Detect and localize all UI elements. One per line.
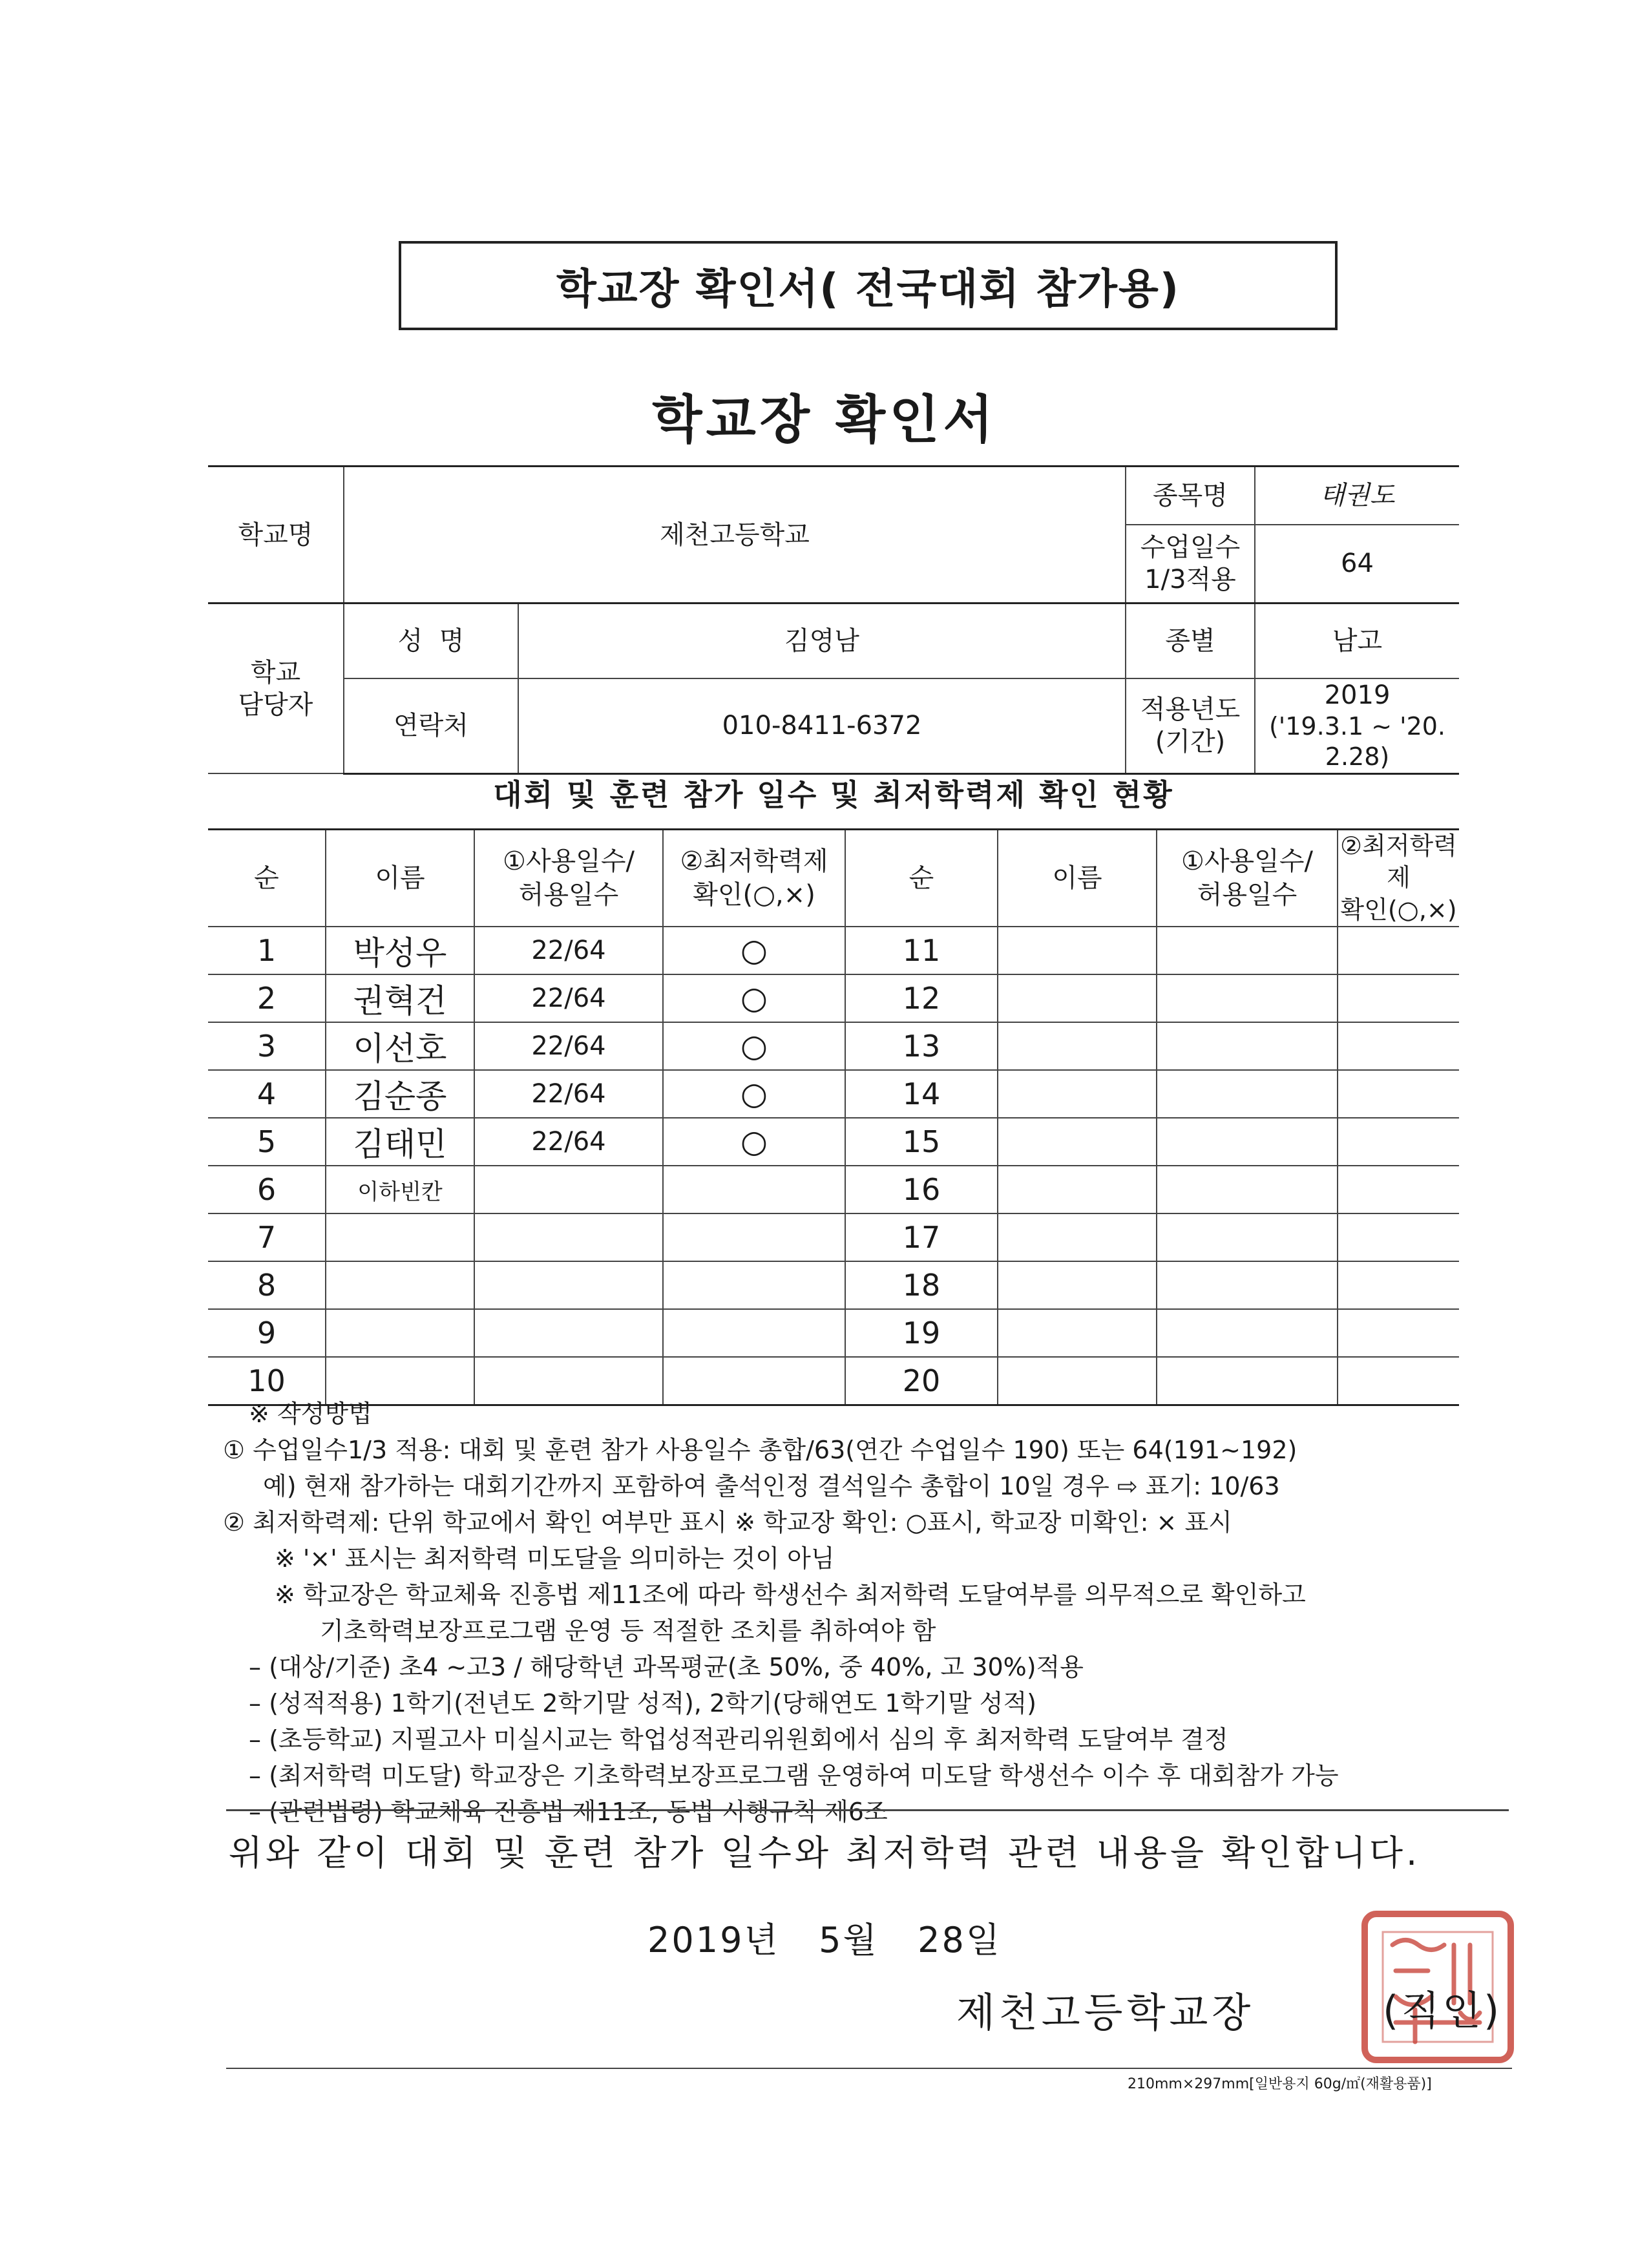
contact-label: 연락처 [344,678,518,774]
participant-check [663,1166,845,1213]
participant-name: 김순종 [326,1070,474,1118]
instructions-block [223,1396,1515,1830]
empty-cell [1157,1261,1338,1309]
document-date: 2019년 5월 28일 [647,1920,1002,1960]
participant-check [663,1213,845,1261]
empty-cell [1338,1309,1459,1357]
instruction-item: – (대상/기준) 초4 ~고3 / 해당학년 과목평균(초 50%, 중 40%, 고 30%)적용 [249,1653,1084,1681]
row-number: 18 [845,1261,998,1309]
header-box-text: 학교장 확인서( 전국대회 참가용) [556,266,1181,313]
row-number: 16 [845,1166,998,1213]
manager-label-line1: 학교 [250,657,301,688]
table-row [208,1022,1459,1070]
school-days-label-line1: 수업일수 [1140,532,1241,563]
row-number: 12 [845,974,998,1022]
empty-cell [998,1166,1157,1213]
participant-days [474,1309,663,1357]
empty-cell [998,927,1157,974]
participant-check [663,1309,845,1357]
contact-value: 010-8411-6372 [518,678,1126,774]
empty-cell [1338,1213,1459,1261]
instructions-heading: ※ 작성방법 [249,1400,372,1428]
header-order-right: 순 [845,830,998,927]
instruction-item: ※ 학교장은 학교체육 진흥법 제11조에 따라 학생선수 최저학력 도달여부를 의무적으로 확인하고 [275,1580,1306,1609]
row-number: 19 [845,1309,998,1357]
empty-cell [998,974,1157,1022]
participant-name: 박성우 [326,927,474,974]
participant-name: 이선호 [326,1022,474,1070]
year-value-line2: ('19.3.1 ~ '20. 2.28) [1268,711,1445,771]
category-label: 종별 [1126,604,1255,678]
instruction-item: ※ '×' 표시는 최저학력 미도달을 의미하는 것이 아님 [275,1544,835,1573]
row-number: 20 [845,1357,998,1405]
empty-cell [1157,1166,1338,1213]
participant-days: 22/64 [474,1022,663,1070]
empty-cell [998,1022,1157,1070]
empty-cell [1157,1309,1338,1357]
header-days-left [474,830,663,927]
participant-check: ○ [663,927,845,974]
empty-cell [1157,1022,1338,1070]
paper-spec-footer: 210mm×297mm[일반용지 60g/㎡(재활용품)] [1128,2076,1432,2092]
instruction-item: ② 최저학력제: 단위 학교에서 확인 여부만 표시 ※ 학교장 확인: ○표시, 학교장 미확인: × 표시 [223,1508,1232,1537]
participant-check: ○ [663,1022,845,1070]
row-number: 17 [845,1213,998,1261]
row-number: 2 [208,974,326,1022]
empty-cell [1338,1261,1459,1309]
empty-cell [1157,974,1338,1022]
header-check-right-line2: 확인(○,×) [1340,895,1457,924]
empty-cell [998,1213,1157,1261]
instruction-item: 예) 현재 참가하는 대회기간까지 포함하여 출석인정 결석일수 총합이 10일 경우 ⇨ 표기: 10/63 [263,1472,1280,1500]
manager-name-value: 김영남 [518,604,1126,678]
year-label [1126,678,1255,774]
row-number: 14 [845,1070,998,1118]
confirmation-statement: 위와 같이 대회 및 훈련 참가 일수와 최저학력 관련 내용을 확인합니다. [228,1832,1421,1873]
row-number: 7 [208,1213,326,1261]
year-value [1255,678,1459,774]
row-number: 13 [845,1022,998,1070]
participant-check: ○ [663,974,845,1022]
participant-name [326,1309,474,1357]
header-days-left-line2: 허용일수 [518,880,619,910]
empty-cell [998,1070,1157,1118]
row-number: 1 [208,927,326,974]
table-row [208,1070,1459,1118]
row-number: 10 [208,1357,326,1405]
participation-table [208,828,1459,1406]
row-number: 4 [208,1070,326,1118]
row-number: 11 [845,927,998,974]
header-name-right: 이름 [998,830,1157,927]
header-days-left-line1: ①사용일수/ [503,846,635,877]
instruction-item: – (성적적용) 1학기(전년도 2학기말 성적), 2학기(당해연도 1학기말 성적) [249,1689,1036,1717]
row-number: 8 [208,1261,326,1309]
manager-label [208,604,344,774]
participant-name: 이하빈칸 [326,1166,474,1213]
row-number: 6 [208,1166,326,1213]
header-days-right [1157,830,1338,927]
participant-check [663,1261,845,1309]
participant-name [326,1213,474,1261]
table-row [208,1213,1459,1261]
school-days-value: 64 [1255,525,1459,604]
empty-cell [1338,1022,1459,1070]
header-name-left: 이름 [326,830,474,927]
empty-cell [1157,1118,1338,1166]
header-check-left [663,830,845,927]
category-value: 남고 [1255,604,1459,678]
participant-name [326,1261,474,1309]
page-title: 학교장 확인서 [652,390,997,450]
empty-cell [1157,927,1338,974]
participant-days [474,1166,663,1213]
participant-days: 22/64 [474,927,663,974]
participant-name: 권혁건 [326,974,474,1022]
sport-value: 태권도 [1255,467,1459,525]
empty-cell [998,1261,1157,1309]
divider-line [226,1809,1509,1811]
row-number: 5 [208,1118,326,1166]
participant-days: 22/64 [474,974,663,1022]
header-days-right-line2: 허용일수 [1197,880,1297,910]
empty-cell [1157,1070,1338,1118]
instruction-item: 기초학력보장프로그램 운영 등 적절한 조치를 취하여야 함 [320,1617,936,1645]
instruction-item: ① 수업일수1/3 적용: 대회 및 훈련 참가 사용일수 총합/63(연간 수업일수 190) 또는 64(191~192) [223,1436,1297,1464]
participant-check: ○ [663,1070,845,1118]
footer-divider [226,2068,1512,2069]
empty-cell [1157,1213,1338,1261]
table-row [208,1261,1459,1309]
participant-days: 22/64 [474,1070,663,1118]
school-name: 제천고등학교 [344,467,1126,604]
table-row [208,1118,1459,1166]
manager-label-line2: 담당자 [238,689,313,720]
header-days-right-line1: ①사용일수/ [1181,846,1313,877]
year-label-line1: 적용년도 [1140,695,1241,724]
table-row [208,1166,1459,1213]
row-number: 15 [845,1118,998,1166]
table-row [208,927,1459,974]
header-check-right [1338,830,1459,927]
empty-cell [1338,1166,1459,1213]
table-header-row [208,830,1459,927]
empty-cell [1338,974,1459,1022]
instruction-item: – (관련법령) 학교체육 진흥법 제11조, 동법 시행규칙 제6조 [249,1798,888,1826]
instruction-item: – (초등학교) 지필고사 미실시교는 학업성적관리위원회에서 심의 후 최저학력 도달여부 결정 [249,1725,1228,1754]
empty-cell [998,1309,1157,1357]
table-row [208,974,1459,1022]
header-check-right-line1: ②최저학력제 [1340,832,1457,892]
year-value-line1: 2019 [1324,680,1391,710]
participation-section-title: 대회 및 훈련 참가 일수 및 최저학력제 확인 현황 [493,777,1174,812]
empty-cell [998,1118,1157,1166]
manager-name-label: 성 명 [344,604,518,678]
sport-label: 종목명 [1126,467,1255,525]
school-days-label-line2: 1/3적용 [1144,565,1236,595]
document-header-box [399,241,1338,330]
header-check-left-line2: 확인(○,×) [693,880,815,910]
participant-name: 김태민 [326,1118,474,1166]
school-info-table [208,465,1459,775]
empty-cell [1338,1118,1459,1166]
row-number: 9 [208,1309,326,1357]
participant-check: ○ [663,1118,845,1166]
school-days-label [1126,525,1255,604]
participant-days [474,1213,663,1261]
empty-cell [1338,927,1459,974]
participant-days [474,1261,663,1309]
empty-cell [1338,1070,1459,1118]
year-label-line2: (기간) [1155,727,1226,757]
header-check-left-line1: ②최저학력제 [680,846,828,877]
principal-signature-line: 제천고등학교장 [956,1989,1255,2036]
school-label: 학교명 [208,467,344,604]
table-row [208,1309,1459,1357]
row-number: 3 [208,1022,326,1070]
instruction-item: – (최저학력 미도달) 학교장은 기초학력보장프로그램 운영하여 미도달 학생선수 이수 후 대회참가 가능 [249,1761,1339,1790]
header-order-left: 순 [208,830,326,927]
participant-days: 22/64 [474,1118,663,1166]
seal-label: (직인) [1383,1987,1502,2034]
